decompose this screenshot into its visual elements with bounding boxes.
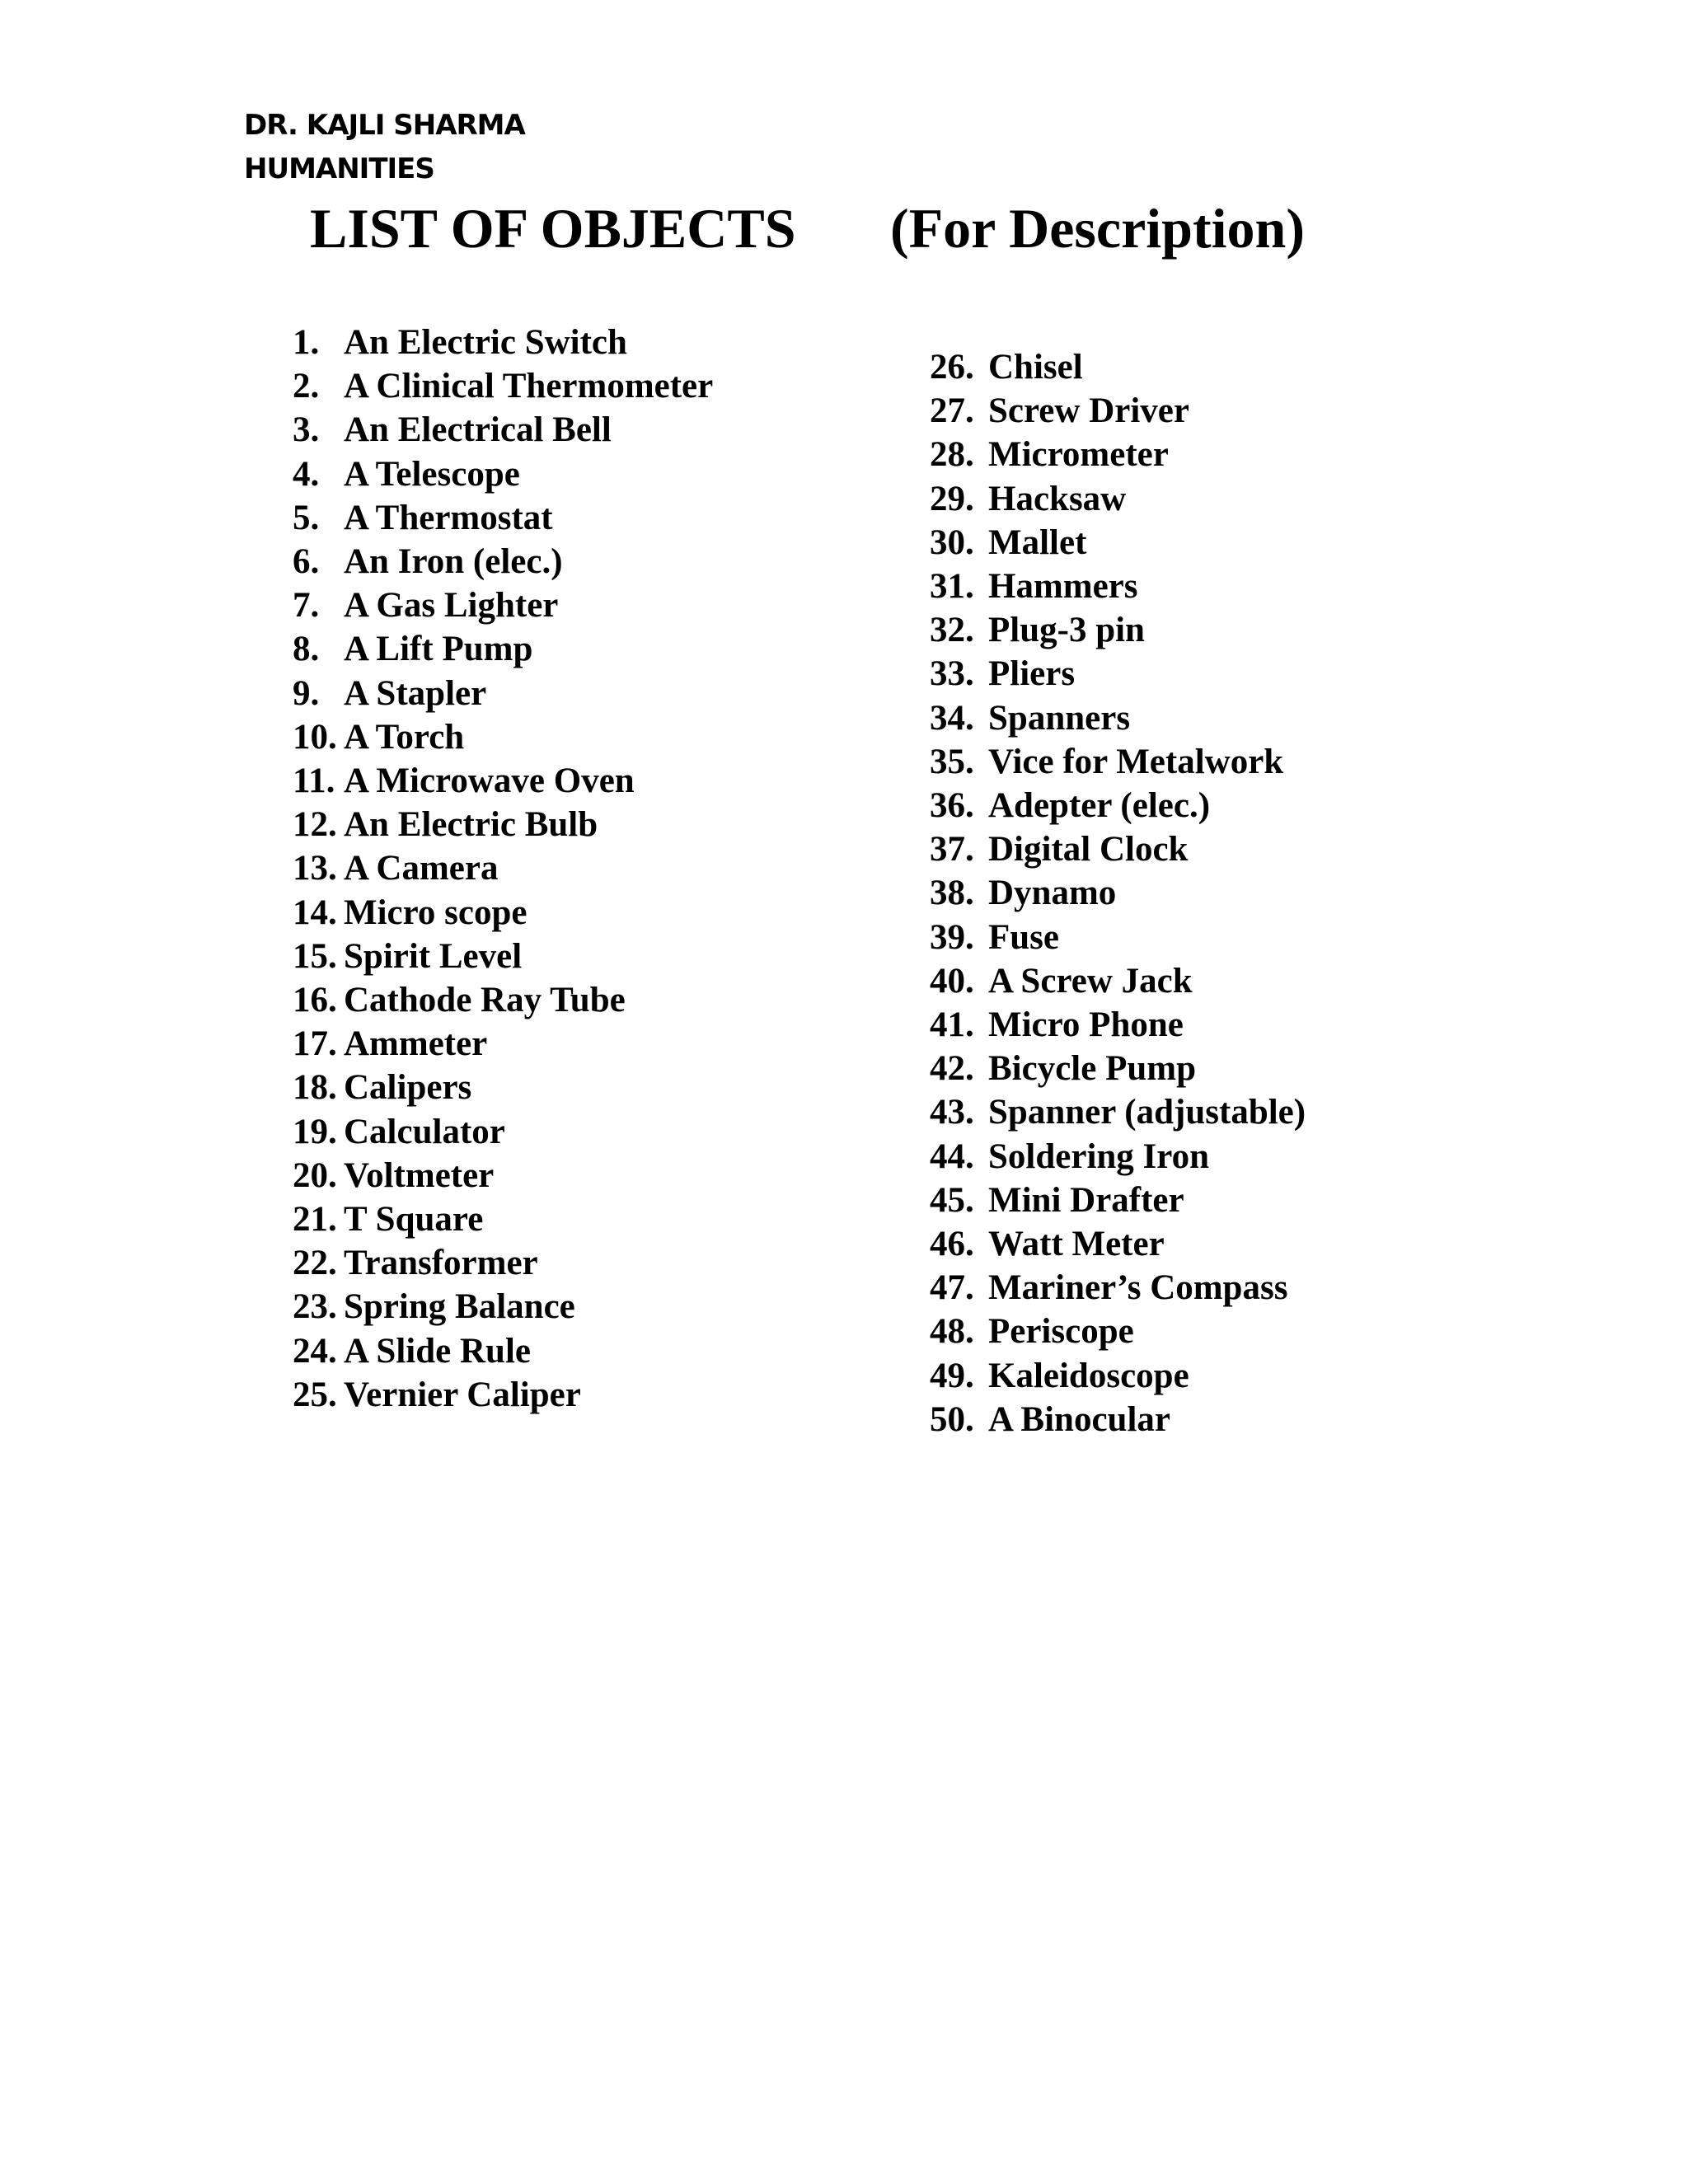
item-number: 1.: [293, 323, 320, 362]
item-number: 38.: [930, 874, 974, 913]
list-item: [930, 521, 1306, 565]
item-name: Vernier Caliper: [344, 1375, 581, 1414]
item-number: 22.: [293, 1244, 337, 1283]
item-name: A Microwave Oven: [344, 762, 635, 801]
page-subtitle: (For Description): [890, 197, 1305, 260]
list-item: [293, 672, 713, 715]
item-name: A Binocular: [988, 1399, 1171, 1439]
item-name: Mini Drafter: [988, 1180, 1184, 1220]
item-number: 34.: [930, 698, 974, 738]
item-name: A Stapler: [344, 673, 487, 713]
item-name: A Torch: [344, 717, 465, 757]
list-item: [930, 477, 1306, 521]
list-item: [930, 1090, 1306, 1134]
item-number: 5.: [293, 498, 320, 537]
item-name: A Clinical Thermometer: [344, 367, 714, 406]
item-number: 37.: [930, 830, 974, 869]
item-name: Watt Meter: [988, 1225, 1165, 1264]
item-number: 25.: [293, 1375, 337, 1414]
list-item: [293, 1285, 713, 1329]
item-name: Hacksaw: [988, 479, 1127, 518]
item-name: Pliers: [988, 654, 1076, 694]
item-number: 39.: [930, 917, 974, 957]
list-item: [930, 433, 1306, 476]
list-item: [930, 784, 1306, 827]
document-header: [244, 104, 525, 191]
list-item: [293, 1154, 713, 1197]
item-name: An Electric Switch: [344, 323, 627, 362]
list-item: [293, 1373, 713, 1417]
item-name: Spanner (adjustable): [988, 1093, 1306, 1132]
list-item: [930, 345, 1306, 389]
list-item: [293, 408, 713, 452]
list-item: [930, 1047, 1306, 1090]
item-name: A Screw Jack: [988, 961, 1193, 1001]
list-item: [930, 1310, 1306, 1353]
item-name: Screw Driver: [988, 391, 1189, 431]
item-name: Periscope: [988, 1312, 1134, 1352]
list-item: [930, 740, 1306, 784]
list-item: [293, 803, 713, 846]
list-item: [930, 959, 1306, 1003]
item-number: 15.: [293, 936, 337, 976]
item-number: 3.: [293, 410, 320, 450]
list-item: [293, 715, 713, 759]
item-number: 32.: [930, 611, 974, 650]
item-name: A Camera: [344, 849, 499, 888]
list-item: [930, 827, 1306, 871]
list-item: [293, 1022, 713, 1066]
list-item: [930, 389, 1306, 433]
item-name: Adepter (elec.): [988, 786, 1211, 826]
list-item: [293, 583, 713, 627]
item-number: 40.: [930, 961, 974, 1001]
department-name: HUMANITIES: [244, 152, 434, 185]
item-name: Spirit Level: [344, 936, 523, 976]
item-name: A Slide Rule: [344, 1331, 531, 1371]
item-number: 50.: [930, 1399, 974, 1439]
item-name: Hammers: [988, 567, 1138, 607]
item-number: 42.: [930, 1049, 974, 1089]
item-name: Transformer: [344, 1244, 538, 1283]
item-number: 35.: [930, 742, 974, 781]
item-number: 26.: [930, 348, 974, 387]
item-number: 44.: [930, 1137, 974, 1176]
list-item: [293, 452, 713, 496]
item-name: Mariner’s Compass: [988, 1268, 1288, 1308]
page-title: LIST OF OBJECTS: [310, 197, 796, 260]
list-item: [293, 321, 713, 364]
list-item: [293, 935, 713, 978]
list-item: [930, 1354, 1306, 1398]
item-name: An Electrical Bell: [344, 410, 612, 450]
item-name: Kaleidoscope: [988, 1356, 1189, 1395]
item-number: 9.: [293, 673, 320, 713]
item-name: Ammeter: [344, 1024, 488, 1064]
item-number: 20.: [293, 1155, 337, 1195]
item-number: 10.: [293, 717, 337, 757]
item-name: T Square: [344, 1200, 484, 1240]
item-number: 12.: [293, 805, 337, 845]
item-number: 13.: [293, 849, 337, 888]
item-name: A Telescope: [344, 454, 520, 494]
list-item: [930, 916, 1306, 959]
item-number: 23.: [293, 1287, 337, 1327]
item-name: Plug-3 pin: [988, 611, 1145, 650]
item-number: 14.: [293, 893, 337, 932]
item-number: 2.: [293, 367, 320, 406]
list-item: [293, 540, 713, 583]
author-name: DR. KAJLI SHARMA: [244, 109, 525, 142]
item-number: 29.: [930, 479, 974, 518]
item-name: Digital Clock: [988, 830, 1189, 869]
list-item: [930, 1179, 1306, 1222]
list-item: [293, 891, 713, 935]
object-list-left: [293, 321, 713, 1417]
list-item: [293, 1197, 713, 1241]
item-name: Calculator: [344, 1112, 505, 1151]
list-item: [293, 1110, 713, 1154]
list-item: [930, 565, 1306, 608]
item-number: 41.: [930, 1005, 974, 1045]
item-name: Soldering Iron: [988, 1137, 1210, 1176]
item-number: 27.: [930, 391, 974, 431]
list-item: [293, 1066, 713, 1109]
list-item: [930, 1003, 1306, 1047]
item-number: 45.: [930, 1180, 974, 1220]
list-item: [293, 627, 713, 671]
item-number: 8.: [293, 630, 320, 669]
item-name: An Iron (elec.): [344, 542, 563, 582]
list-item: [293, 978, 713, 1022]
item-number: 31.: [930, 567, 974, 607]
list-item: [293, 1329, 713, 1373]
item-number: 16.: [293, 981, 337, 1020]
list-item: [930, 1135, 1306, 1179]
list-item: [930, 696, 1306, 740]
item-name: Bicycle Pump: [988, 1049, 1196, 1089]
item-number: 49.: [930, 1356, 974, 1395]
item-name: Fuse: [988, 917, 1059, 957]
item-name: A Gas Lighter: [344, 586, 559, 626]
item-name: Cathode Ray Tube: [344, 981, 626, 1020]
item-name: Vice for Metalwork: [988, 742, 1284, 781]
item-number: 6.: [293, 542, 320, 582]
item-name: Calipers: [344, 1068, 472, 1108]
item-name: Mallet: [988, 523, 1087, 562]
item-number: 4.: [293, 454, 320, 494]
item-name: Micrometer: [988, 435, 1169, 475]
item-name: Dynamo: [988, 874, 1117, 913]
item-number: 17.: [293, 1024, 337, 1064]
item-number: 28.: [930, 435, 974, 475]
item-name: Spring Balance: [344, 1287, 575, 1327]
item-name: Spanners: [988, 698, 1131, 738]
list-item: [293, 846, 713, 890]
list-item: [930, 871, 1306, 915]
item-number: 24.: [293, 1331, 337, 1371]
item-name: Chisel: [988, 348, 1083, 387]
item-name: An Electric Bulb: [344, 805, 598, 845]
list-item: [293, 1241, 713, 1285]
list-item: [930, 608, 1306, 652]
item-number: 19.: [293, 1112, 337, 1151]
item-number: 36.: [930, 786, 974, 826]
list-item: [930, 1398, 1306, 1441]
list-item: [930, 1222, 1306, 1266]
item-name: A Thermostat: [344, 498, 553, 537]
item-number: 46.: [930, 1225, 974, 1264]
item-name: Micro Phone: [988, 1005, 1184, 1045]
list-item: [293, 364, 713, 408]
item-number: 11.: [293, 762, 335, 801]
list-item: [293, 759, 713, 803]
item-number: 33.: [930, 654, 974, 694]
item-number: 43.: [930, 1093, 974, 1132]
list-item: [930, 1266, 1306, 1310]
object-list-right: [930, 345, 1306, 1441]
item-name: A Lift Pump: [344, 630, 533, 669]
item-number: 7.: [293, 586, 320, 626]
item-number: 30.: [930, 523, 974, 562]
list-item: [293, 496, 713, 540]
item-number: 21.: [293, 1200, 337, 1240]
item-name: Voltmeter: [344, 1155, 495, 1195]
item-number: 18.: [293, 1068, 337, 1108]
list-item: [930, 652, 1306, 696]
item-number: 47.: [930, 1268, 974, 1308]
item-name: Micro scope: [344, 893, 528, 932]
item-number: 48.: [930, 1312, 974, 1352]
